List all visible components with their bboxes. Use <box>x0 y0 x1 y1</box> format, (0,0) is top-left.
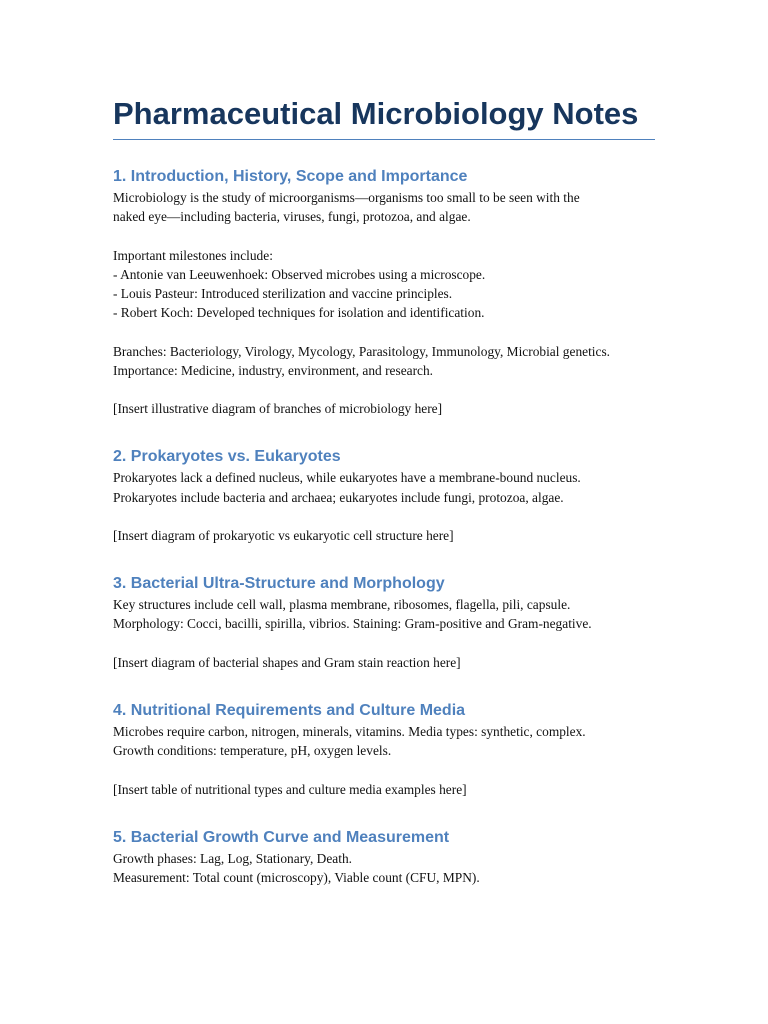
body-line: Important milestones include: <box>113 247 273 263</box>
section-3 <box>113 573 655 672</box>
body-line: Growth phases: Lag, Log, Stationary, Death. <box>113 850 352 866</box>
placeholder-note: [Insert diagram of bacterial shapes and Gram stain reaction here] <box>113 654 461 670</box>
blank-line <box>113 322 655 341</box>
body-line: Microbiology is the study of microorganisms—organisms too small to be seen with the <box>113 190 580 205</box>
document-content <box>113 93 655 887</box>
section-heading: 2. Prokaryotes vs. Eukaryotes <box>113 448 341 466</box>
blank-line <box>113 760 655 779</box>
section-heading: 4. Nutritional Requirements and Culture Media <box>113 701 466 719</box>
section-5 <box>113 827 655 887</box>
placeholder-note: [Insert diagram of prokaryotic vs eukaryotic cell structure here] <box>113 527 454 543</box>
blank-line <box>113 634 655 653</box>
section-body <box>113 722 655 799</box>
section-heading: 1. Introduction, History, Scope and Importance <box>113 168 468 185</box>
section-body <box>113 468 655 545</box>
section-body <box>113 595 655 672</box>
section-4 <box>113 700 655 799</box>
body-line: naked eye—including bacteria, viruses, fungi, protozoa, and algae. <box>113 209 471 225</box>
blank-line <box>113 226 655 245</box>
list-item: - Robert Koch: Developed techniques for isolation and identification. <box>113 305 485 321</box>
section-heading: 5. Bacterial Growth Curve and Measurement <box>113 828 450 846</box>
body-line: Prokaryotes include bacteria and archaea; eukaryotes include fungi, protozoa, algae. <box>113 489 564 505</box>
blank-line <box>113 380 655 399</box>
body-line: Key structures include cell wall, plasma membrane, ribosomes, flagella, pili, capsule. <box>113 597 571 613</box>
body-line: Importance: Medicine, industry, environment, and research. <box>113 362 434 378</box>
section-heading: 3. Bacterial Ultra-Structure and Morphology <box>113 575 445 593</box>
section-body <box>113 849 655 887</box>
section-body <box>113 188 655 418</box>
body-line: Microbes require carbon, nitrogen, minerals, vitamins. Media types: synthetic, complex. <box>113 723 586 739</box>
section-2 <box>113 446 655 545</box>
title-underline <box>113 139 655 140</box>
body-line: Morphology: Cocci, bacilli, spirilla, vibrios. Staining: Gram-positive and Gram-negative. <box>113 616 592 632</box>
placeholder-note: [Insert table of nutritional types and culture media examples here] <box>113 781 467 797</box>
body-line: Measurement: Total count (microscopy), Viable count (CFU, MPN). <box>113 869 480 885</box>
body-line: Prokaryotes lack a defined nucleus, while eukaryotes have a membrane-bound nucleus. <box>113 470 581 486</box>
body-line: Growth conditions: temperature, pH, oxygen levels. <box>113 743 392 759</box>
document-title: Pharmaceutical Microbiology Notes <box>113 96 639 131</box>
sections-container <box>113 166 655 887</box>
section-1 <box>113 166 655 418</box>
placeholder-note: [Insert illustrative diagram of branches of microbiology here] <box>113 401 443 417</box>
body-line: Branches: Bacteriology, Virology, Mycology, Parasitology, Immunology, Microbial genetics. <box>113 343 611 359</box>
list-item: - Louis Pasteur: Introduced sterilization and vaccine principles. <box>113 286 453 301</box>
blank-line <box>113 507 655 526</box>
list-item: - Antonie van Leeuwenhoek: Observed microbes using a microscope. <box>113 266 486 282</box>
